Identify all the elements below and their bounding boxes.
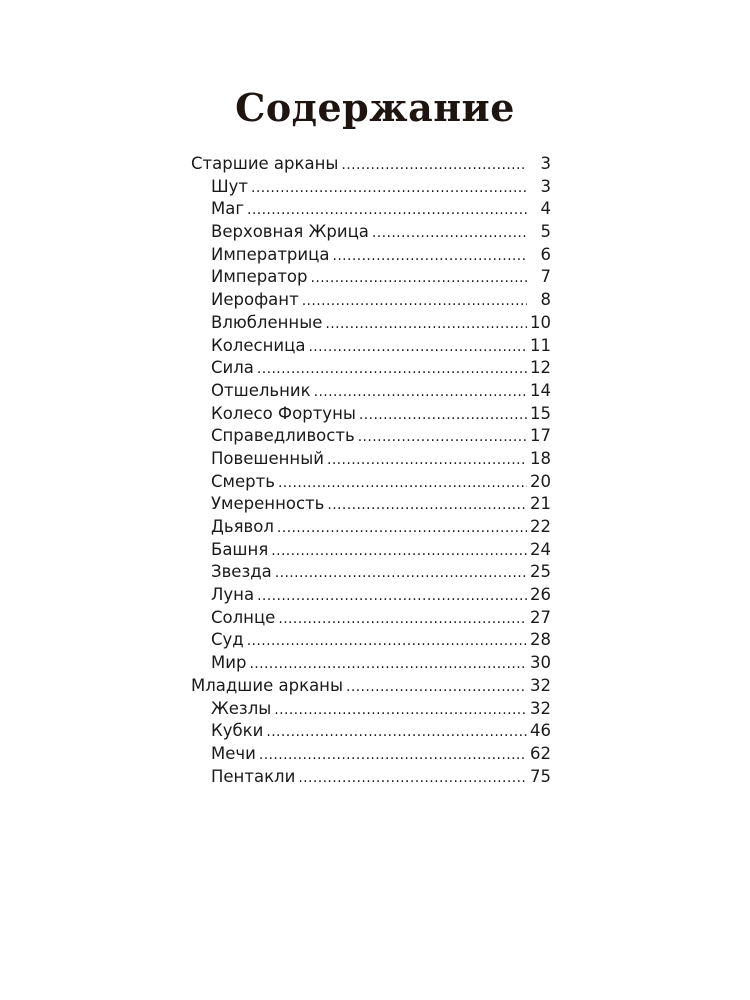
- toc-page-number: 6: [540, 244, 551, 264]
- toc-page-number: 18: [530, 448, 551, 468]
- toc-entry-label: Справедливость: [211, 426, 355, 446]
- toc-page-number: 3: [540, 176, 551, 196]
- toc-entry-label: Пентакли: [211, 766, 296, 786]
- toc-page-number: 3: [540, 154, 551, 173]
- toc-entry[interactable]: [191, 766, 551, 789]
- dot-leader: [277, 517, 527, 540]
- toc-entry-label: Маг: [211, 199, 245, 219]
- toc-entry[interactable]: [191, 539, 551, 562]
- dot-leader: [271, 540, 527, 563]
- toc-entry-label: Мир: [211, 653, 247, 673]
- toc-page-number: 22: [530, 517, 551, 536]
- dot-leader: [278, 608, 527, 631]
- toc-entry-label: Звезда: [211, 562, 272, 582]
- dot-leader: [302, 290, 527, 313]
- toc-entry[interactable]: [191, 652, 551, 675]
- dot-leader: [274, 699, 527, 722]
- toc-entry[interactable]: [191, 221, 551, 244]
- toc-entry[interactable]: [191, 516, 551, 539]
- toc-page-number: 24: [530, 539, 551, 559]
- toc-entry[interactable]: [191, 607, 551, 630]
- dot-leader: [332, 245, 527, 268]
- dot-leader: [257, 358, 527, 381]
- toc-entry-label: Дьявол: [211, 517, 274, 536]
- toc-entry[interactable]: [191, 561, 551, 584]
- toc-entry-label: Суд: [211, 630, 244, 650]
- table-of-contents: [191, 153, 551, 788]
- toc-section-entry[interactable]: [191, 153, 551, 176]
- toc-entry[interactable]: [191, 266, 551, 289]
- toc-entry-label: Иерофант: [211, 290, 299, 310]
- dot-leader: [346, 676, 527, 699]
- toc-entry-label: Император: [211, 267, 308, 287]
- toc-entry-label: Умеренность: [211, 494, 325, 514]
- toc-page-number: 17: [530, 426, 551, 446]
- toc-entry[interactable]: [191, 698, 551, 721]
- dot-leader: [327, 449, 527, 472]
- toc-entry[interactable]: [191, 198, 551, 221]
- dot-leader: [278, 472, 527, 495]
- dot-leader: [311, 267, 528, 290]
- dot-leader: [327, 494, 527, 517]
- toc-entry[interactable]: [191, 403, 551, 426]
- toc-entry-label: Жезлы: [211, 698, 272, 718]
- toc-entry-label: Луна: [211, 585, 255, 605]
- toc-entry[interactable]: [191, 335, 551, 358]
- toc-entry-label: Башня: [211, 539, 269, 559]
- toc-entry-label: Повешенный: [211, 448, 324, 468]
- toc-entry[interactable]: [191, 448, 551, 471]
- toc-entry[interactable]: [191, 425, 551, 448]
- toc-page-number: 4: [540, 199, 551, 219]
- toc-entry-label: Мечи: [211, 743, 256, 763]
- dot-leader: [314, 381, 527, 404]
- toc-page-number: 10: [530, 312, 551, 332]
- toc-page-number: 32: [530, 675, 551, 695]
- toc-entry[interactable]: [191, 471, 551, 494]
- toc-entry-label: Старшие арканы: [191, 154, 339, 173]
- dot-leader: [275, 562, 527, 585]
- dot-leader: [308, 336, 527, 359]
- dot-leader: [257, 585, 527, 608]
- toc-entry-label: Отшельник: [211, 380, 311, 400]
- dot-leader: [325, 313, 527, 336]
- toc-entry-label: Шут: [211, 176, 249, 196]
- page-title: Содержание: [235, 85, 515, 130]
- toc-page-number: 26: [530, 585, 551, 605]
- toc-entry-label: Сила: [211, 358, 254, 378]
- dot-leader: [372, 222, 527, 245]
- toc-entry-label: Кубки: [211, 721, 264, 741]
- toc-page-number: 12: [530, 358, 551, 378]
- toc-page-number: 25: [530, 562, 551, 582]
- toc-entry-label: Влюбленные: [211, 312, 323, 332]
- toc-entry[interactable]: [191, 289, 551, 312]
- toc-page-number: 75: [530, 766, 551, 786]
- dot-leader: [251, 177, 527, 200]
- toc-page-number: 11: [530, 335, 551, 355]
- dot-leader: [266, 721, 527, 744]
- toc-entry-label: Колесо Фортуны: [211, 403, 356, 423]
- toc-entry[interactable]: [191, 312, 551, 335]
- dot-leader: [298, 767, 527, 790]
- toc-entry-label: Солнце: [211, 607, 276, 627]
- dot-leader: [359, 404, 527, 427]
- toc-entry[interactable]: [191, 584, 551, 607]
- dot-leader: [259, 744, 527, 767]
- toc-page-number: 30: [530, 653, 551, 673]
- toc-entry[interactable]: [191, 244, 551, 267]
- toc-page-number: 14: [530, 380, 551, 400]
- dot-leader: [247, 630, 527, 653]
- toc-page-number: 27: [530, 607, 551, 627]
- toc-section-entry[interactable]: [191, 675, 551, 698]
- toc-page-number: 7: [540, 267, 551, 287]
- toc-page-number: 5: [540, 222, 551, 242]
- toc-entry[interactable]: [191, 380, 551, 403]
- toc-entry-label: Императрица: [211, 244, 330, 264]
- toc-page-number: 28: [530, 630, 551, 650]
- toc-page-number: 32: [530, 698, 551, 718]
- toc-entry[interactable]: [191, 176, 551, 199]
- toc-entry[interactable]: [191, 629, 551, 652]
- toc-page-number: 21: [530, 494, 551, 514]
- dot-leader: [249, 653, 527, 676]
- toc-page-number: 8: [540, 290, 551, 310]
- toc-entry-label: Смерть: [211, 471, 275, 491]
- dot-leader: [247, 199, 527, 222]
- toc-entry-label: Младшие арканы: [191, 675, 343, 695]
- toc-page-number: 62: [530, 743, 551, 763]
- dot-leader: [341, 154, 527, 177]
- toc-entry[interactable]: [191, 743, 551, 766]
- toc-page-number: 20: [530, 471, 551, 491]
- dot-leader: [358, 426, 527, 449]
- toc-entry-label: Колесница: [211, 335, 306, 355]
- toc-entry[interactable]: [191, 720, 551, 743]
- toc-entry[interactable]: [191, 493, 551, 516]
- toc-page-number: 15: [530, 403, 551, 423]
- toc-page-number: 46: [530, 721, 551, 741]
- toc-entry-label: Верховная Жрица: [211, 222, 369, 242]
- toc-entry[interactable]: [191, 357, 551, 380]
